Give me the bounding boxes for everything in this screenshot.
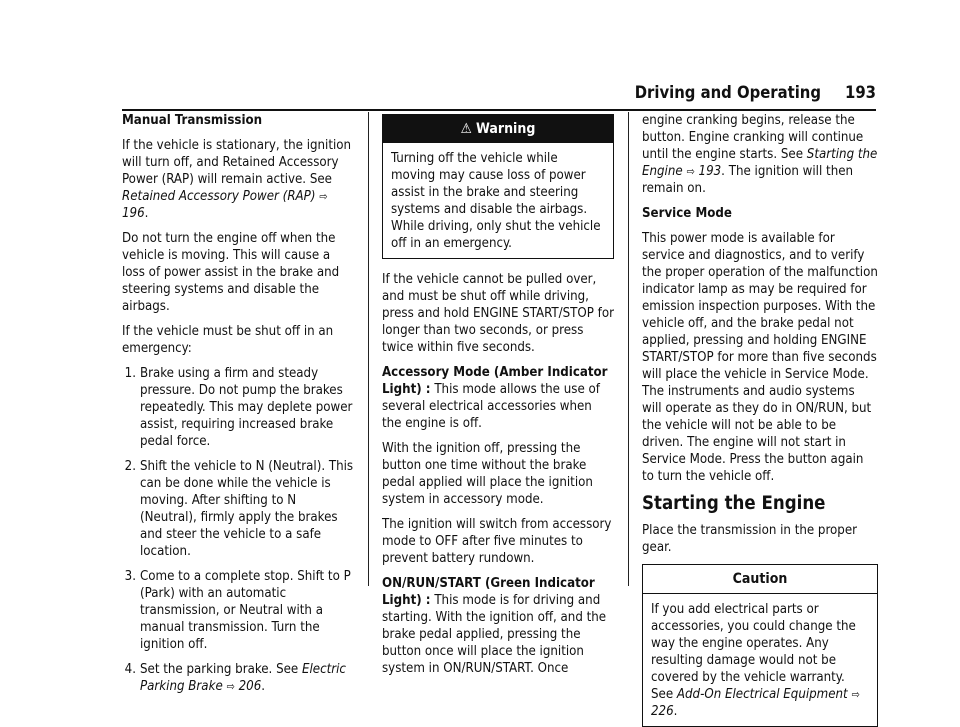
page-ref-196[interactable]: 196 — [122, 206, 145, 221]
column-divider — [368, 112, 369, 586]
caution-title: Caution — [643, 565, 877, 594]
emergency-steps-list — [122, 365, 354, 695]
warning-triangle-icon: ⚠ — [460, 121, 472, 137]
paragraph-rap: If the vehicle is stationary, the ignition will turn off, and Retained Accessory Power (RAP) will remain active. See Retained Accessory Power (RAP) ⇨ 196. — [122, 138, 352, 221]
paragraph-emergency: If the vehicle must be shut off in an emergency: — [122, 324, 334, 356]
link-electric-parking-brake[interactable]: Electric Parking Brake — [140, 662, 346, 694]
link-retained-accessory-power[interactable]: Retained Accessory Power (RAP) — [122, 189, 316, 204]
warning-box — [382, 114, 614, 259]
column-middle — [382, 112, 614, 685]
service-mode-heading: Service Mode — [642, 206, 732, 221]
page-header — [600, 83, 876, 102]
page-reference-arrow-icon: ⇨ — [851, 688, 860, 701]
paragraph-service-mode: This power mode is available for service and diagnostics, and to verify the proper operation of the malfunction indicator lamp as may be required for emission inspection purposes. With the vehicle off, and the brake pedal not applied, pressing and holding ENGINE START/STOP for more than five seconds will place the vehicle in Service Mode. The instruments and audio systems will operate as they do in ON/RUN, but the vehicle will not be able to be driven. The engine will not start in Service Mode. Press the button again to turn the vehicle off. — [642, 231, 878, 484]
paragraph-accessory-mode: Accessory Mode (Amber Indicator Light) : This mode allows the use of several electrical accessories when the engine is off. — [382, 365, 608, 431]
header-page-number: 193 — [845, 83, 876, 102]
paragraph-accessory-timeout: The ignition will switch from accessory mode to OFF after five minutes to prevent battery rundown. — [382, 517, 612, 566]
paragraph-accessory-press: With the ignition off, pressing the button one time without the brake pedal applied will place the ignition system in accessory mode. — [382, 441, 593, 507]
list-item: 2. Shift the vehicle to N (Neutral). This can be done while the vehicle is moving. After shifting to N (Neutral), firmly apply the brakes and steer the vehicle to a safe location. — [124, 459, 354, 559]
list-item: 1. Brake using a firm and steady pressure. Do not pump the brakes repeatedly. This may deplete power assist, requiring increased brake pedal force. — [124, 366, 353, 449]
section-title-starting-engine: Starting the Engine — [642, 493, 826, 514]
caution-box — [642, 564, 878, 727]
warning-title-bar: ⚠ Warning — [383, 115, 613, 143]
paragraph-on-run-start: ON/RUN/START (Green Indicator Light) : This mode is for driving and starting. With the ignition off, and the brake pedal applied, pressing the button once will place the ignition system in ON/RUN/START. Once — [382, 576, 607, 676]
column-divider — [628, 112, 629, 586]
page-ref-193[interactable]: 193 — [698, 164, 722, 179]
paragraph-cranking: engine cranking begins, release the button. Engine cranking will continue until the engine starts. See Starting the Engine ⇨ 193. The ignition will then remain on. — [642, 113, 878, 196]
accessory-mode-heading: Accessory Mode (Amber Indicator Light) : — [382, 365, 608, 397]
list-item: 3. Come to a complete stop. Shift to P (Park) with an automatic transmission, or Neutral with a manual transmission. Turn the ignition off. — [124, 569, 351, 652]
link-add-on-electrical-equipment[interactable]: Add-On Electrical Equipment — [676, 687, 848, 702]
paragraph-do-not-turn-off: Do not turn the engine off when the vehicle is moving. This will cause a loss of power assist in the brake and steering systems and disable the airbags. — [122, 231, 340, 314]
page-reference-arrow-icon: ⇨ — [686, 165, 695, 178]
page-reference-arrow-icon: ⇨ — [319, 190, 328, 203]
paragraph-shut-off-driving: If the vehicle cannot be pulled over, and must be shut off while driving, press and hold ENGINE START/STOP for longer than two seconds, or press twice within five seconds. — [382, 272, 614, 355]
on-run-start-heading: ON/RUN/START (Green Indicator Light) : — [382, 576, 595, 608]
page-reference-arrow-icon: ⇨ — [226, 680, 235, 693]
header-divider — [122, 109, 876, 111]
warning-body: Turning off the vehicle while moving may cause loss of power assist in the brake and steering systems and disable the airbags. While driving, only shut the vehicle off in an emergency. — [391, 151, 601, 251]
paragraph-proper-gear: Place the transmission in the proper gear. — [642, 523, 858, 555]
page-ref-226[interactable]: 226 — [651, 704, 674, 719]
manual-transmission-heading: Manual Transmission — [122, 113, 263, 128]
header-title: Driving and Operating — [634, 83, 821, 102]
link-starting-the-engine[interactable]: Starting the Engine — [642, 147, 878, 179]
column-right — [642, 112, 878, 727]
page-ref-206[interactable]: 206 — [238, 679, 262, 694]
list-item: 4. Set the parking brake. See Electric Parking Brake ⇨ 206. — [124, 662, 346, 694]
caution-body: If you add electrical parts or accessories, you could change the way the engine operates. Any resulting damage would not be covered by the vehicle warranty. See Add-On Electrical Equipment ⇨ 226. — [651, 602, 860, 719]
column-left — [122, 112, 354, 703]
